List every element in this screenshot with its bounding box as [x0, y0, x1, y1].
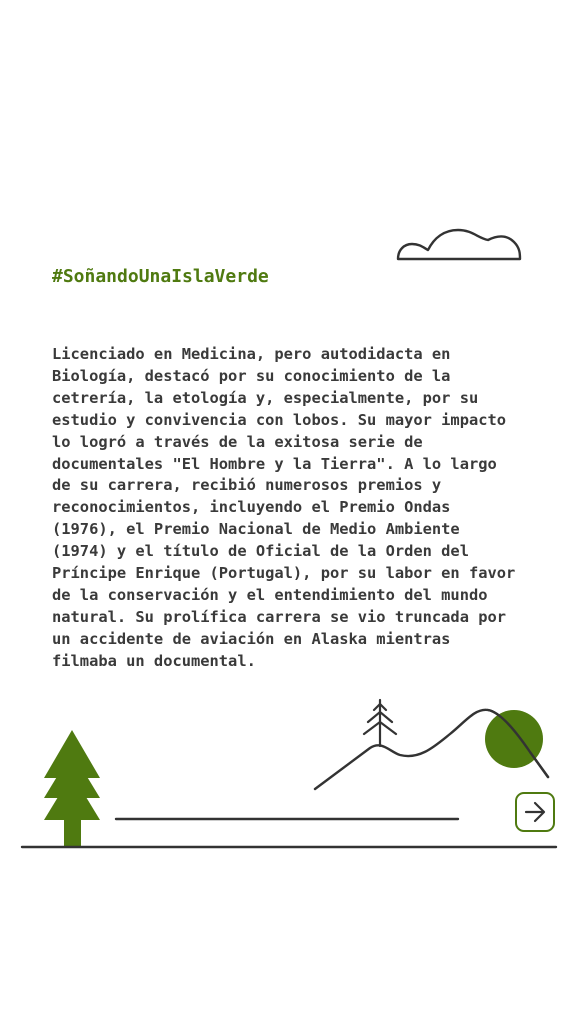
next-button[interactable] — [515, 792, 555, 832]
landscape-scene — [0, 690, 576, 860]
arrow-right-icon — [522, 799, 548, 825]
hashtag-title: #SoñandoUnaIslaVerde — [52, 266, 269, 287]
biography-text: Licenciado en Medicina, pero autodidacta en Biología, destacó por su conocimiento de la cetrería, la etología y, especialmente, por su estudio y convivencia con lobos. Su mayor impacto lo logró a través de la exitosa serie de documentales "El Hombre y la Tierra". A lo largo de su carrera, recibió numerosos premios y reconocimientos, incluyendo el Premio Ondas (1976), el Premio Nacional de Medio Ambiente (1974) y el título de Oficial de la Orden del Príncipe Enrique (Portugal), por su labor en favor de la conservación y el entendimiento del mundo natural. Su prolífica carrera se vio truncada por un accidente de aviación en Alaska mientras filmaba un documental. — [52, 345, 516, 670]
cloud-icon — [396, 226, 522, 262]
pine-tree-icon — [44, 730, 100, 848]
small-pine-icon — [364, 700, 396, 746]
